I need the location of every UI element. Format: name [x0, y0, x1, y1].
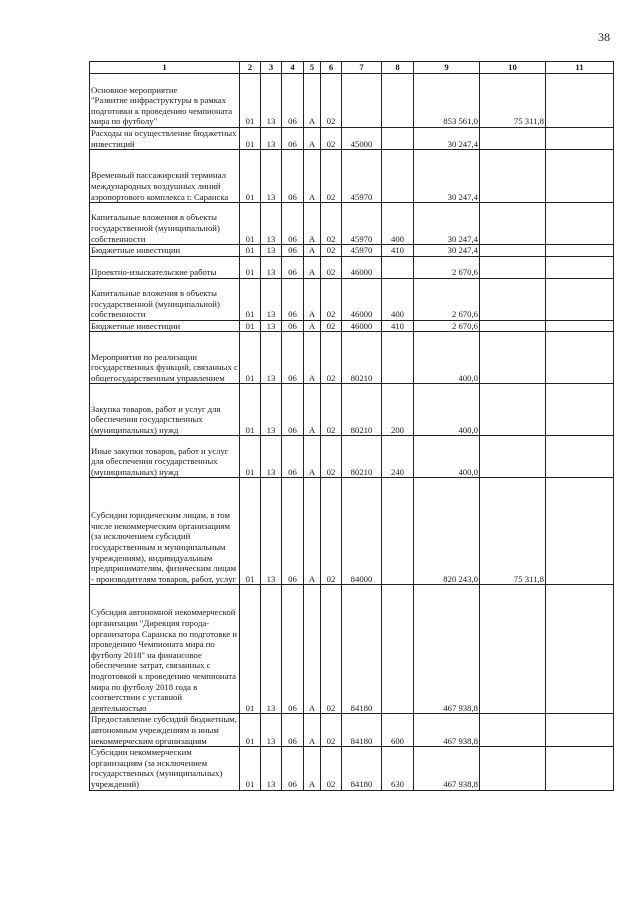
code-cell: 01: [240, 256, 261, 278]
amount-cell: [546, 332, 614, 384]
code-cell: 06: [282, 74, 304, 128]
table-row: [90, 714, 614, 747]
code-cell: 06: [282, 203, 304, 245]
amount-cell: [480, 384, 546, 436]
amount-cell: [480, 332, 546, 384]
amount-cell: 2 670,6: [414, 256, 480, 278]
amount-cell: 400,0: [414, 332, 480, 384]
code-cell: 06: [282, 320, 304, 332]
code-cell: [382, 256, 414, 278]
amount-cell: [480, 320, 546, 332]
amount-cell: 467 938,8: [414, 585, 480, 714]
code-cell: A: [304, 245, 321, 257]
amount-cell: 30 247,4: [414, 128, 480, 150]
header-row: [90, 62, 614, 74]
code-cell: [342, 74, 382, 128]
code-cell: 06: [282, 150, 304, 203]
column-header: 9: [414, 62, 480, 74]
code-cell: 06: [282, 384, 304, 436]
amount-cell: [546, 203, 614, 245]
row-name-cell: Бюджетные инвестиции: [90, 320, 240, 332]
row-name-cell: Капитальные вложения в объекты государственной (муниципальной) собственности: [90, 278, 240, 320]
code-cell: [382, 585, 414, 714]
code-cell: 02: [321, 128, 342, 150]
table-row: [90, 585, 614, 714]
code-cell: 13: [261, 320, 282, 332]
table-row: [90, 256, 614, 278]
code-cell: 13: [261, 747, 282, 790]
column-header: 5: [304, 62, 321, 74]
code-cell: [382, 478, 414, 585]
code-cell: 01: [240, 332, 261, 384]
code-cell: A: [304, 74, 321, 128]
code-cell: 13: [261, 203, 282, 245]
code-cell: A: [304, 332, 321, 384]
code-cell: A: [304, 203, 321, 245]
code-cell: 01: [240, 436, 261, 478]
code-cell: 630: [382, 747, 414, 790]
code-cell: 46000: [342, 256, 382, 278]
code-cell: 01: [240, 245, 261, 257]
row-name-cell: Капитальные вложения в объекты государственной (муниципальной) собственности: [90, 203, 240, 245]
code-cell: 02: [321, 150, 342, 203]
code-cell: 06: [282, 747, 304, 790]
code-cell: 02: [321, 278, 342, 320]
amount-cell: 75 311,8: [480, 478, 546, 585]
code-cell: A: [304, 128, 321, 150]
code-cell: 02: [321, 384, 342, 436]
column-header: 8: [382, 62, 414, 74]
amount-cell: 400,0: [414, 436, 480, 478]
column-header: 11: [546, 62, 614, 74]
code-cell: 13: [261, 714, 282, 747]
amount-cell: 30 247,4: [414, 245, 480, 257]
amount-cell: 30 247,4: [414, 150, 480, 203]
budget-table: [89, 61, 614, 791]
code-cell: A: [304, 436, 321, 478]
code-cell: 06: [282, 256, 304, 278]
amount-cell: [546, 747, 614, 790]
code-cell: 45000: [342, 128, 382, 150]
row-name-cell: Иные закупки товаров, работ и услуг для обеспечения государственных (муниципальных) нужд: [90, 436, 240, 478]
code-cell: [382, 150, 414, 203]
column-header: 10: [480, 62, 546, 74]
code-cell: 13: [261, 278, 282, 320]
code-cell: 84180: [342, 714, 382, 747]
amount-cell: [546, 278, 614, 320]
code-cell: 02: [321, 203, 342, 245]
code-cell: [382, 332, 414, 384]
column-header: 2: [240, 62, 261, 74]
amount-cell: [480, 203, 546, 245]
code-cell: 06: [282, 436, 304, 478]
code-cell: 06: [282, 478, 304, 585]
code-cell: 13: [261, 256, 282, 278]
amount-cell: 853 561,0: [414, 74, 480, 128]
column-header: 4: [282, 62, 304, 74]
code-cell: 80210: [342, 384, 382, 436]
code-cell: 02: [321, 245, 342, 257]
code-cell: 01: [240, 384, 261, 436]
table-row: [90, 128, 614, 150]
table-row: [90, 203, 614, 245]
amount-cell: [546, 585, 614, 714]
amount-cell: [546, 478, 614, 585]
code-cell: 410: [382, 320, 414, 332]
amount-cell: 30 247,4: [414, 203, 480, 245]
code-cell: 13: [261, 436, 282, 478]
amount-cell: [546, 714, 614, 747]
code-cell: 200: [382, 384, 414, 436]
amount-cell: [480, 585, 546, 714]
code-cell: 45970: [342, 203, 382, 245]
row-name-cell: Бюджетные инвестиции: [90, 245, 240, 257]
column-header: 1: [90, 62, 240, 74]
code-cell: 02: [321, 478, 342, 585]
row-name-cell: Закупка товаров, работ и услуг для обеспечения государственных (муниципальных) нужд: [90, 384, 240, 436]
code-cell: 06: [282, 278, 304, 320]
code-cell: A: [304, 278, 321, 320]
amount-cell: [480, 278, 546, 320]
code-cell: 06: [282, 332, 304, 384]
code-cell: 45970: [342, 245, 382, 257]
code-cell: 06: [282, 585, 304, 714]
code-cell: 84000: [342, 478, 382, 585]
code-cell: 80210: [342, 436, 382, 478]
code-cell: 13: [261, 585, 282, 714]
amount-cell: [480, 436, 546, 478]
page-number: 38: [598, 30, 610, 44]
code-cell: 84180: [342, 747, 382, 790]
row-name-cell: Субсидии юридическим лицам, в том числе некоммерческим организациям (за исключением субсидий государственным и муниципальным учреждениям), индивидуальным предпринимателям, физическим лицам - производителям товаров, работ, услуг: [90, 478, 240, 585]
row-name-cell: Проектно-изыскательские работы: [90, 256, 240, 278]
row-name-cell: Субсидия автономной некоммерческой организации "Дирекция города-организатора Саранска по подготовке и проведению Чемпионата мира по футболу 2018" на финансовое обеспечение затрат, связанных с подготовкой к проведению чемпионата мира по футболу 2018 года в соответствии с уставной деятельностью: [90, 585, 240, 714]
code-cell: 02: [321, 436, 342, 478]
amount-cell: [480, 714, 546, 747]
amount-cell: [480, 128, 546, 150]
amount-cell: 820 243,0: [414, 478, 480, 585]
code-cell: 01: [240, 320, 261, 332]
amount-cell: [546, 436, 614, 478]
amount-cell: 2 670,6: [414, 278, 480, 320]
code-cell: 02: [321, 332, 342, 384]
table-row: [90, 320, 614, 332]
code-cell: A: [304, 478, 321, 585]
amount-cell: 75 311,8: [480, 74, 546, 128]
code-cell: A: [304, 384, 321, 436]
amount-cell: 2 670,6: [414, 320, 480, 332]
amount-cell: [480, 747, 546, 790]
table-row: [90, 478, 614, 585]
code-cell: A: [304, 150, 321, 203]
amount-cell: 400,0: [414, 384, 480, 436]
amount-cell: [546, 320, 614, 332]
code-cell: 13: [261, 74, 282, 128]
amount-cell: [546, 128, 614, 150]
code-cell: 84180: [342, 585, 382, 714]
code-cell: 02: [321, 256, 342, 278]
code-cell: 13: [261, 245, 282, 257]
code-cell: 01: [240, 150, 261, 203]
code-cell: A: [304, 320, 321, 332]
code-cell: 13: [261, 478, 282, 585]
amount-cell: [546, 150, 614, 203]
code-cell: 02: [321, 585, 342, 714]
row-name-cell: Предоставление субсидий бюджетным, автономным учреждениям и иным некоммерческим организациям: [90, 714, 240, 747]
code-cell: 13: [261, 332, 282, 384]
row-name-cell: Мероприятия по реализации государственных функций, связанных с общегосударственным управлением: [90, 332, 240, 384]
row-name-cell: Расходы на осуществление бюджетных инвестиций: [90, 128, 240, 150]
code-cell: 06: [282, 128, 304, 150]
code-cell: 01: [240, 585, 261, 714]
code-cell: [382, 128, 414, 150]
code-cell: 46000: [342, 278, 382, 320]
code-cell: 01: [240, 747, 261, 790]
code-cell: 13: [261, 128, 282, 150]
table-row: [90, 150, 614, 203]
table-row: [90, 384, 614, 436]
amount-cell: [480, 256, 546, 278]
amount-cell: 467 938,8: [414, 747, 480, 790]
code-cell: [382, 74, 414, 128]
code-cell: 01: [240, 74, 261, 128]
code-cell: 240: [382, 436, 414, 478]
table-row: [90, 436, 614, 478]
table-row: [90, 278, 614, 320]
code-cell: 06: [282, 245, 304, 257]
row-name-cell: Временный пассажирский терминал международных воздушных линий аэропортового комплекса г. Саранска: [90, 150, 240, 203]
code-cell: 01: [240, 128, 261, 150]
code-cell: A: [304, 747, 321, 790]
code-cell: 13: [261, 384, 282, 436]
table-row: [90, 332, 614, 384]
code-cell: 410: [382, 245, 414, 257]
code-cell: 02: [321, 320, 342, 332]
code-cell: 400: [382, 278, 414, 320]
code-cell: 01: [240, 203, 261, 245]
code-cell: 01: [240, 478, 261, 585]
amount-cell: [480, 150, 546, 203]
code-cell: 600: [382, 714, 414, 747]
row-name-cell: Основное мероприятие "Развитие инфраструктуры в рамках подготовки к проведению чемпионата мира по футболу": [90, 74, 240, 128]
amount-cell: 467 938,8: [414, 714, 480, 747]
code-cell: 45970: [342, 150, 382, 203]
amount-cell: [480, 245, 546, 257]
code-cell: 01: [240, 714, 261, 747]
table-row: [90, 747, 614, 790]
table-row: [90, 245, 614, 257]
code-cell: 46000: [342, 320, 382, 332]
code-cell: 80210: [342, 332, 382, 384]
amount-cell: [546, 74, 614, 128]
code-cell: 02: [321, 714, 342, 747]
column-header: 7: [342, 62, 382, 74]
code-cell: 01: [240, 278, 261, 320]
code-cell: A: [304, 256, 321, 278]
code-cell: 13: [261, 150, 282, 203]
row-name-cell: Субсидии некоммерческим организациям (за исключением государственных (муниципальных) учреждений): [90, 747, 240, 790]
amount-cell: [546, 256, 614, 278]
amount-cell: [546, 245, 614, 257]
code-cell: 02: [321, 747, 342, 790]
code-cell: 02: [321, 74, 342, 128]
code-cell: 06: [282, 714, 304, 747]
table-row: [90, 74, 614, 128]
code-cell: A: [304, 714, 321, 747]
column-header: 3: [261, 62, 282, 74]
code-cell: A: [304, 585, 321, 714]
column-header: 6: [321, 62, 342, 74]
amount-cell: [546, 384, 614, 436]
code-cell: 400: [382, 203, 414, 245]
